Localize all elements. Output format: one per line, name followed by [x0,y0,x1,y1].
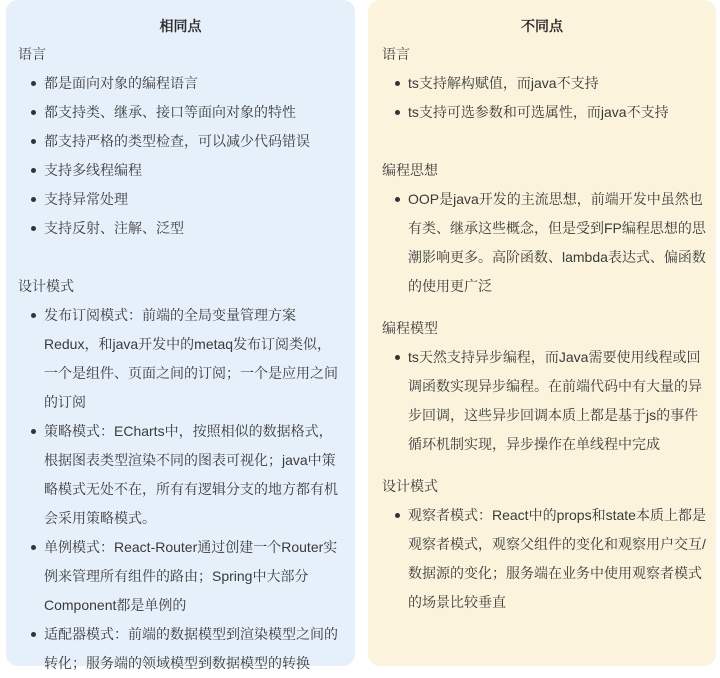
section-heading: 设计模式 [18,278,74,294]
list-item-text: 的场景比较垂直 [408,594,506,610]
list-item-text: 例来管理所有组件的路由；Spring中大部分 [44,568,309,584]
list-item-text: 会采用策略模式。 [44,510,156,526]
section-heading: 编程模型 [382,320,438,336]
list-item-text: 策略模式：ECharts中，按照相似的数据格式， [44,423,333,439]
section-heading: 编程思想 [382,162,438,178]
bullet-list [368,501,716,617]
bullet-icon [395,81,400,86]
bullet-list [368,343,716,459]
section-spacer [6,243,355,272]
bullet-icon [31,226,36,231]
bullet-icon [395,513,400,518]
bullet-icon [31,139,36,144]
differences-panel [368,0,716,666]
list-item-text: 一个是组件、页面之间的订阅；一个是应用之间 [44,365,338,381]
list-item-text: 数据源的变化；服务端在业务中使用观察者模式 [408,565,702,581]
section-heading: 语言 [382,46,410,62]
list-item-text: 有类、继承这些概念，但是受到FP编程思想的思 [408,220,706,236]
bullet-icon [395,110,400,115]
list-item [44,98,355,127]
bullet-icon [31,313,36,318]
list-item [44,620,355,678]
list-item-text: 略模式无处不在，所有有逻辑分支的地方都有机 [44,481,338,497]
list-item-text: Redux，和java开发中的metaq发布订阅类似， [44,336,332,352]
section-heading: 设计模式 [382,478,438,494]
list-item [44,185,355,214]
list-item-text: OOP是java开发的主流思想，前端开发中虽然也 [408,191,703,207]
list-item [44,69,355,98]
list-item-text: 步回调，这些异步回调本质上都是基于js的事件 [408,407,699,423]
list-item-text: 转化；服务端的领域模型到数据模型的转换 [44,655,310,671]
bullet-icon [31,197,36,202]
section-heading: 语言 [18,46,46,62]
list-item-text: Component都是单例的 [44,597,187,613]
bullet-icon [395,197,400,202]
list-item-text: 观察者模式，观察父组件的变化和观察用户交互/ [408,536,706,552]
list-item [44,214,355,243]
list-item-text: 的订阅 [44,394,86,410]
list-item [44,156,355,185]
list-item [44,417,355,533]
bullet-list [6,301,355,678]
list-item [408,501,716,617]
bullet-icon [31,81,36,86]
list-item-text: 单例模式：React-Router通过创建一个Router实 [44,539,338,555]
section-spacer [368,459,716,472]
bullet-icon [31,545,36,550]
list-item-text: ts支持可选参数和可选属性，而java不支持 [408,104,669,120]
list-item-text: 支持反射、注解、泛型 [44,220,184,236]
bullet-icon [395,355,400,360]
list-item-text: ts支持解构赋值，而java不支持 [408,75,599,91]
section-spacer [368,301,716,314]
list-item-text: 的使用更广泛 [408,278,492,294]
list-item-text: 潮影响更多。高阶函数、lambda表达式、偏函数 [408,249,706,265]
bullet-list [368,185,716,301]
list-item-text: 都是面向对象的编程语言 [44,75,198,91]
list-item [408,343,716,459]
list-item-text: 调函数实现异步编程。在前端代码中有大量的异 [408,378,702,394]
list-item-text: 循环机制实现，异步操作在单线程中完成 [408,436,660,452]
list-item-text: 支持异常处理 [44,191,128,207]
list-item-text: 支持多线程编程 [44,162,142,178]
bullet-icon [31,110,36,115]
list-item [44,533,355,620]
list-item [408,185,716,301]
list-item-text: 根据图表类型渲染不同的图表可视化；java中策 [44,452,336,468]
list-item-text: 都支持类、继承、接口等面向对象的特性 [44,104,296,120]
list-item-text: ts天然支持异步编程，而Java需要使用线程或回 [408,349,701,365]
section-spacer [368,127,716,156]
list-item-text: 发布订阅模式：前端的全局变量管理方案 [44,307,296,323]
bullet-list [6,69,355,243]
bullet-icon [31,632,36,637]
bullet-list [368,69,716,127]
list-item-text: 都支持严格的类型检查，可以减少代码错误 [44,133,310,149]
list-item-text: 观察者模式：React中的props和state本质上都是 [408,507,706,523]
bullet-icon [31,429,36,434]
panel-title: 相同点 [159,18,202,34]
list-item [408,98,716,127]
list-item [44,127,355,156]
similarities-panel [6,0,355,671]
list-item [408,69,716,98]
list-item-text: 适配器模式：前端的数据模型到渲染模型之间的 [44,626,338,642]
panel-title: 不同点 [521,18,563,34]
bullet-icon [31,168,36,173]
list-item [44,301,355,417]
